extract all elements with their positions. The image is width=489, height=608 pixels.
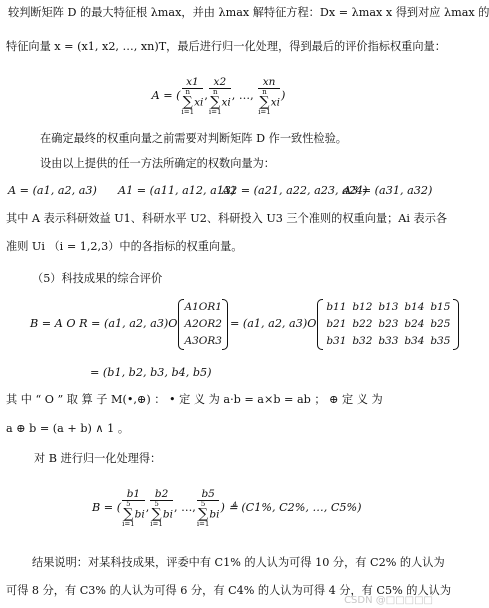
section-heading-5: （5）科技成果的综合评价 xyxy=(32,272,163,285)
vector-A3: A3 = (a31, a32) xyxy=(343,184,433,197)
eq2-lhs: B = A O R = (a1, a2, a3)O xyxy=(30,317,178,330)
vector-A2: A2 = (a21, a22, a23, a24) xyxy=(222,184,368,197)
paragraph-weights-intro: 设由以上提供的任一方法所确定的权数向量为： xyxy=(40,157,275,170)
equation-weight-vector: A = ( x1 n ∑ i=1xi , x2 n ∑ i=1xi , …, xn n ∑ i=1xi ) xyxy=(151,76,286,116)
paragraph-criteria-line1: 其中 A 表示科研效益 U1、科研水平 U2、科研投入 U3 三个准则的权重向量；Ai 表示各 xyxy=(6,212,448,225)
equation-composite xyxy=(30,294,459,354)
eq1-frac-n: xn n ∑ i=1xi xyxy=(258,76,281,116)
paragraph-result-line1: 结果说明：对某科技成果，评委中有 C1% 的人认为可得 10 分，有 C2% 的人认为 xyxy=(32,556,445,569)
matrix-row: b31 b32 b33 b34 b35 xyxy=(326,334,451,347)
paragraph-operator-line2: a ⊕ b = (a + b) ∧ 1 。 xyxy=(6,422,130,435)
eq2-result: = (b1, b2, b3, b4, b5) xyxy=(90,366,212,379)
eq3-frac-1: b1 5 ∑ i=1bi xyxy=(122,488,145,528)
eq2-b-matrix xyxy=(317,299,459,350)
eq3-frac-5: b5 5 ∑ i=1bi xyxy=(196,488,220,528)
vector-A: A = (a1, a2, a3) xyxy=(8,184,97,197)
eq3-lhs: B = ( xyxy=(92,501,122,514)
vector-A1: A1 = (a11, a12, a13) xyxy=(118,184,236,197)
eq2-mid: = (a1, a2, a3)O xyxy=(229,317,317,330)
paragraph-operator-line1: 其 中 “ O ” 取 算 子 M(•,⊕) ： • 定 义 为 a·b = a×b = ab ； ⊕ 定 义 为 xyxy=(6,393,383,406)
paragraph-consistency: 在确定最终的权重向量之前需要对判断矩阵 D 作一致性检验。 xyxy=(40,132,347,145)
matrix-row: b11 b12 b13 b14 b15 xyxy=(326,300,451,313)
paragraph-eigen-line2: 特征向量 x = (x1, x2, …, xn)T，最后进行归一化处理，得到最后的评价指标权重向量： xyxy=(6,40,446,53)
paragraph-result-line2: 可得 8 分，有 C3% 的人认为可得 6 分，有 C4% 的人认为可得 4 分，有 C5% 的人认为 xyxy=(6,584,452,597)
equation-normalized-B: B = ( b1 5 ∑ i=1bi , b2 5 ∑ i=1bi , …, b5 5 ∑ i=1bi ) ≜ (C1%, C2%, …, C5%) xyxy=(92,488,362,528)
eq1-lhs: A = ( xyxy=(151,89,181,102)
watermark: CSDN @□□□□□ xyxy=(344,595,433,606)
paragraph-criteria-line2: 准则 Ui （i = 1,2,3）中的各指标的权重向量。 xyxy=(6,240,243,253)
eq1-rhs: ) xyxy=(281,89,286,102)
matrix-row: b21 b22 b23 b24 b25 xyxy=(326,317,451,330)
eq3-rhs: ) ≜ (C1%, C2%, …, C5%) xyxy=(220,501,362,514)
eq1-frac-1: x1 n ∑ i=1xi xyxy=(181,76,204,116)
paragraph-eigen-line1: 较判断矩阵 D 的最大特征根 λmax，并由 λmax 解特征方程：Dx = λmax x 得到对应 λmax 的 xyxy=(8,6,489,19)
paragraph-normalize-B: 对 B 进行归一化处理得： xyxy=(34,452,162,465)
eq1-frac-2: x2 n ∑ i=1xi xyxy=(208,76,231,116)
eq3-frac-2: b2 5 ∑ i=1bi xyxy=(150,488,173,528)
eq2-column-vector: A1OR1 A2OR2 A3OR3 xyxy=(178,299,227,350)
